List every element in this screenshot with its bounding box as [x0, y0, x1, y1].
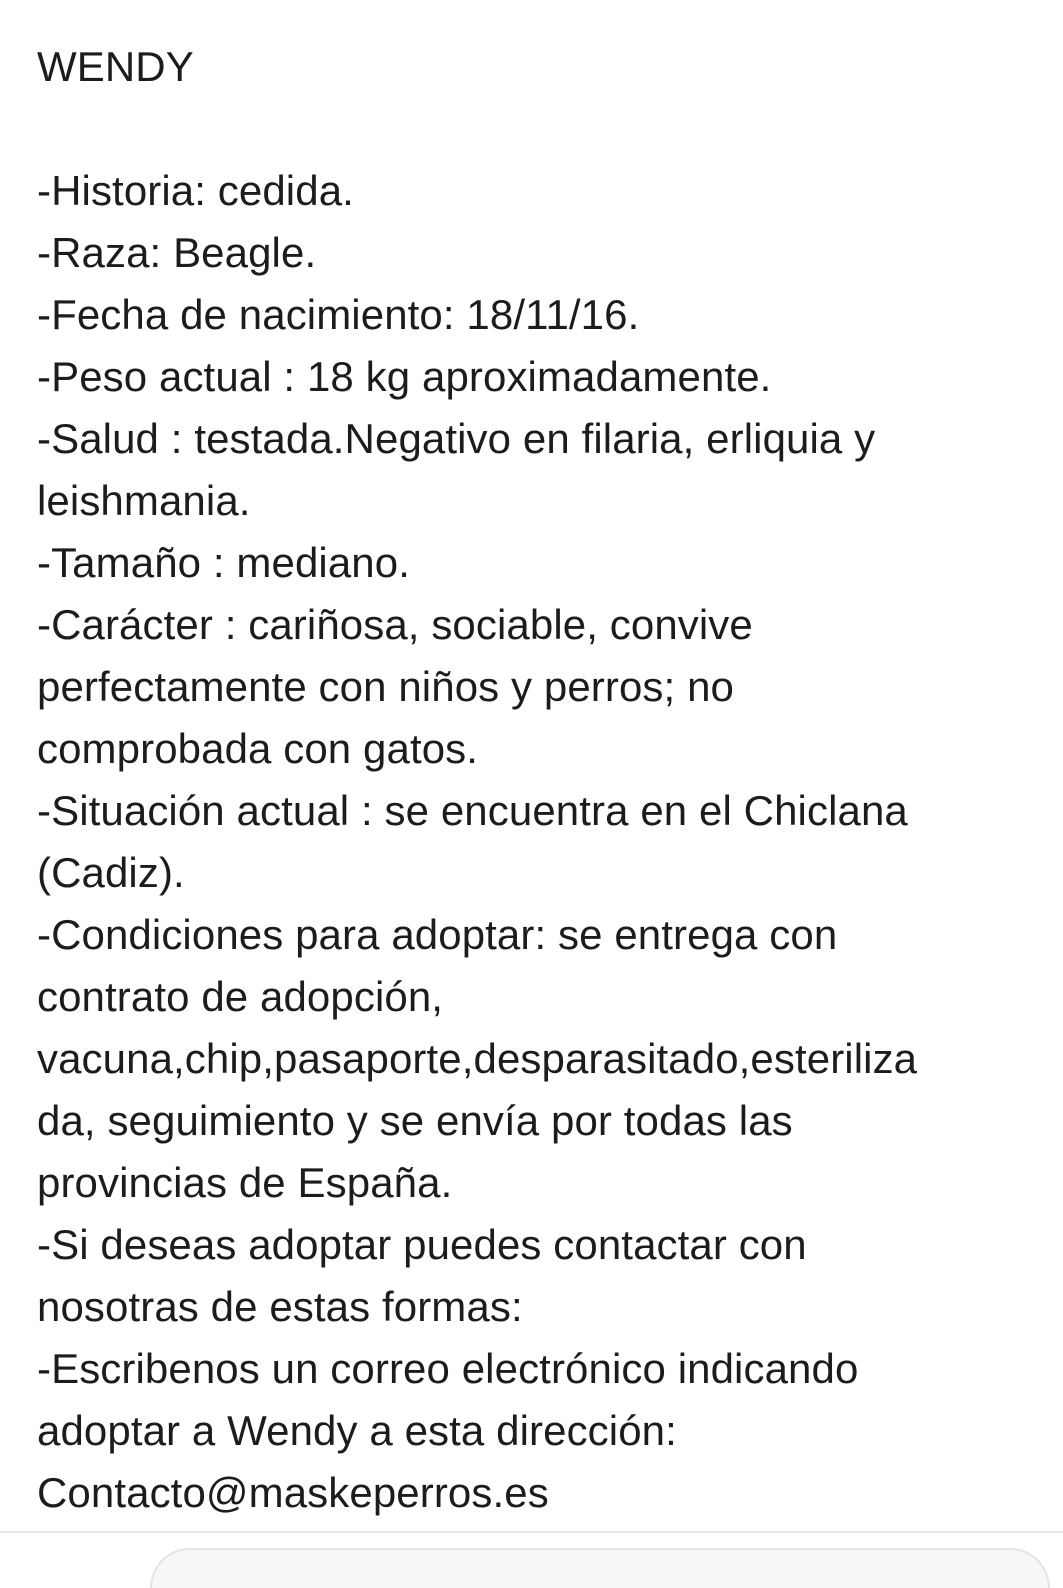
post-line: provincias de España. — [37, 1159, 453, 1206]
post-title: WENDY — [37, 43, 194, 90]
divider — [0, 1531, 1063, 1533]
post-line: -Salud : testada.Negativo en filaria, erliquia y — [37, 415, 876, 462]
post-line: nosotras de estas formas: — [37, 1283, 523, 1330]
post-line: comprobada con gatos. — [37, 725, 479, 772]
post-line: (Cadiz). — [37, 849, 185, 896]
post-line: da, seguimiento y se envía por todas las — [37, 1097, 793, 1144]
post-line: perfectamente con niños y perros; no — [37, 663, 734, 710]
post-text — [37, 36, 1047, 1524]
contact-email[interactable]: Contacto@maskeperros.es — [37, 1469, 549, 1516]
post-line: -Peso actual : 18 kg aproximadamente. — [37, 353, 772, 400]
post-line: -Historia: cedida. — [37, 167, 354, 214]
post-line: -Escribenos un correo electrónico indicando — [37, 1345, 859, 1392]
post-line: adoptar a Wendy a esta dirección: — [37, 1407, 677, 1454]
post-line: -Situación actual : se encuentra en el Chiclana — [37, 787, 908, 834]
post-line: vacuna,chip,pasaporte,desparasitado,esteriliza — [37, 1035, 918, 1082]
post-line: -Condiciones para adoptar: se entrega con — [37, 911, 838, 958]
post-line: leishmania. — [37, 477, 251, 524]
post-line: -Tamaño : mediano. — [37, 539, 410, 586]
post-line: -Fecha de nacimiento: 18/11/16. — [37, 291, 640, 338]
comment-input[interactable] — [150, 1548, 1050, 1588]
blank-line — [37, 98, 1047, 160]
post-line: -Carácter : cariñosa, sociable, convive — [37, 601, 753, 648]
post-line: contrato de adopción, — [37, 973, 444, 1020]
post-line: -Si deseas adoptar puedes contactar con — [37, 1221, 807, 1268]
post-line: -Raza: Beagle. — [37, 229, 317, 276]
